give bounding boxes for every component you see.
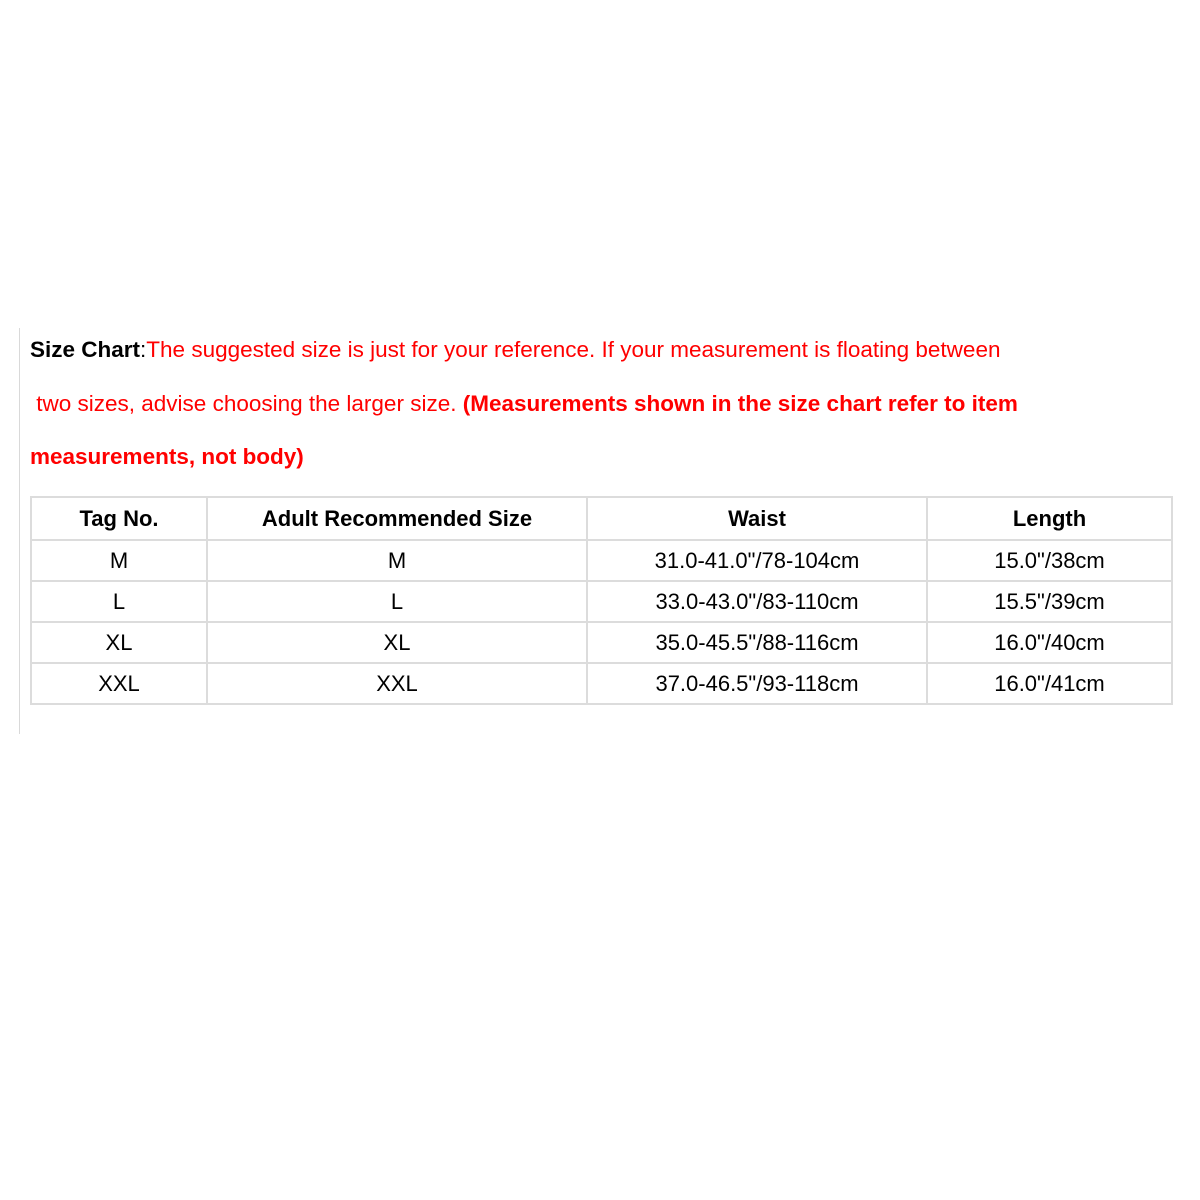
table-row	[31, 663, 1172, 704]
cell-waist: 31.0-41.0"/78-104cm	[587, 540, 927, 581]
intro-line-3	[30, 435, 304, 479]
cell-length: 15.0"/38cm	[927, 540, 1172, 581]
cell-adult-size: M	[207, 540, 587, 581]
intro-note-text-2: two sizes, advise choosing the larger size.	[30, 391, 463, 416]
cell-length: 15.5"/39cm	[927, 581, 1172, 622]
header-tag-no: Tag No.	[31, 497, 207, 540]
intro-line-1	[30, 328, 1000, 372]
cell-waist: 35.0-45.5"/88-116cm	[587, 622, 927, 663]
cell-waist: 37.0-46.5"/93-118cm	[587, 663, 927, 704]
size-table	[30, 496, 1173, 705]
cell-waist: 33.0-43.0"/83-110cm	[587, 581, 927, 622]
cell-tag-no: L	[31, 581, 207, 622]
table-row	[31, 622, 1172, 663]
cell-adult-size: XL	[207, 622, 587, 663]
table-row	[31, 581, 1172, 622]
header-length: Length	[927, 497, 1172, 540]
size-chart-label: Size Chart	[30, 337, 141, 362]
cell-adult-size: L	[207, 581, 587, 622]
cell-tag-no: M	[31, 540, 207, 581]
intro-line-2	[30, 382, 1018, 426]
table-header-row	[31, 497, 1172, 540]
measurement-notice-part-1: (Measurements shown in the size chart refer to item	[462, 391, 1018, 416]
cell-length: 16.0"/40cm	[927, 622, 1172, 663]
table-row	[31, 540, 1172, 581]
intro-note-text-1: The suggested size is just for your reference. If your measurement is floating between	[146, 337, 1001, 362]
left-divider	[19, 328, 20, 734]
size-chart-colon: :	[140, 337, 147, 362]
cell-tag-no: XXL	[31, 663, 207, 704]
cell-length: 16.0"/41cm	[927, 663, 1172, 704]
cell-adult-size: XXL	[207, 663, 587, 704]
measurement-notice-part-2: measurements, not body)	[30, 444, 304, 469]
cell-tag-no: XL	[31, 622, 207, 663]
header-adult-recommended-size: Adult Recommended Size	[207, 497, 587, 540]
header-waist: Waist	[587, 497, 927, 540]
